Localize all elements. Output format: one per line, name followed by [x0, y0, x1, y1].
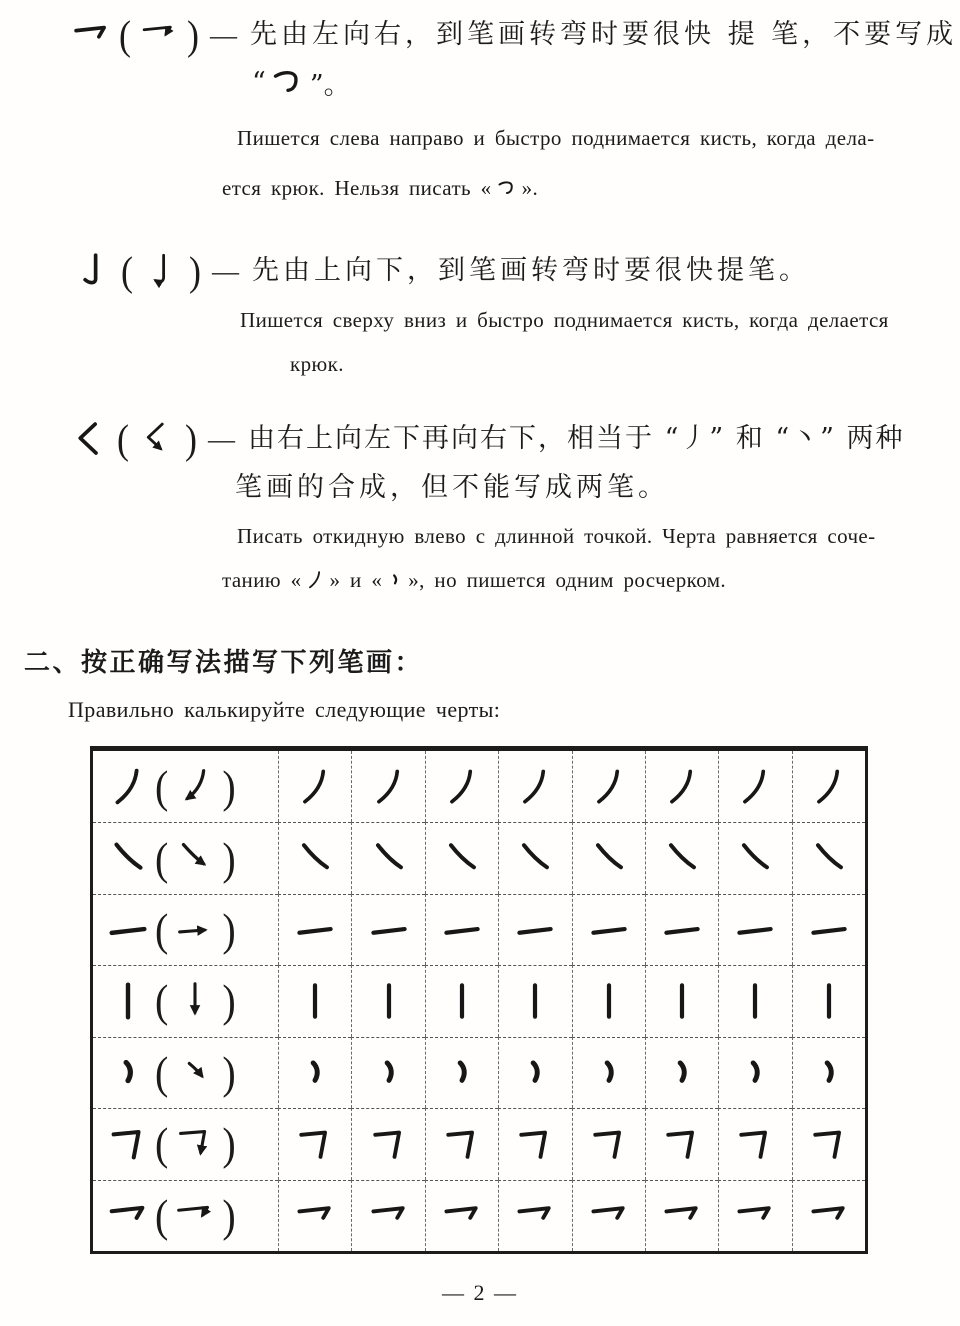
shu-stroke-icon: [440, 979, 484, 1023]
heng-stroke-icon: [807, 908, 851, 952]
practice-cell-na: [645, 822, 718, 893]
practice-cell-na: [572, 822, 645, 893]
shu-arrow-stroke-icon: [172, 978, 218, 1024]
entry-shugou-header: [72, 250, 810, 292]
entry-shugou-russian-line2: крюк.: [290, 352, 344, 376]
paren-open: (: [117, 416, 129, 462]
heng-stroke-icon: [733, 908, 777, 952]
practice-cell-shu: [425, 965, 498, 1036]
dian-stroke-icon: [807, 1051, 851, 1095]
na-arrow-stroke-icon: [172, 836, 218, 882]
shu-stroke-icon: [660, 979, 704, 1023]
heng-stroke-icon: [367, 908, 411, 952]
heng-arrow-stroke-icon: [172, 907, 218, 953]
na-stroke-icon: [367, 837, 411, 881]
practice-cell-shu: [351, 965, 424, 1036]
russian-text: ».: [521, 176, 539, 200]
entry-henggou-russian-line2: [222, 174, 538, 202]
practice-cell-henggou: [645, 1180, 718, 1251]
piedian-arrow-stroke-icon: [136, 418, 178, 460]
paren-open: (: [155, 903, 169, 956]
henggou-stroke-icon: [70, 14, 112, 56]
dian-stroke-icon: [367, 1051, 411, 1095]
shugou-arrow-stroke-icon: [140, 250, 182, 292]
section-heading-russian: Правильно калькируйте следующие черты:: [68, 697, 501, 722]
henggou-stroke-icon: [293, 1194, 337, 1238]
paren-open: (: [155, 1117, 169, 1170]
practice-cell-na: [792, 822, 865, 893]
shu-stroke-icon: [807, 979, 851, 1023]
paren-open: (: [121, 248, 133, 294]
dian-stroke-icon: [587, 1051, 631, 1095]
model-cell-henggou: [93, 1180, 278, 1251]
practice-cell-dian: [425, 1037, 498, 1108]
dash-separator: —: [208, 423, 235, 454]
practice-cell-henggou: [425, 1180, 498, 1251]
practice-cell-na: [498, 822, 571, 893]
entry-piedian-chinese-line2: 笔画的合成，但不能写成两笔。: [235, 472, 669, 503]
shu-stroke-icon: [733, 979, 777, 1023]
practice-cell-pie: [645, 751, 718, 822]
na-stroke-icon: [105, 836, 151, 882]
shu-stroke-icon: [105, 978, 151, 1024]
entry-henggou-chinese-line2: [252, 62, 351, 102]
dian-stroke-icon: [105, 1050, 151, 1096]
paren-close: ): [222, 760, 236, 813]
heng-stroke-icon: [660, 908, 704, 952]
practice-cell-dian: [718, 1037, 791, 1108]
hengzhe-stroke-icon: [440, 1122, 484, 1166]
dian-stroke-icon: [440, 1051, 484, 1095]
practice-cell-shu: [792, 965, 865, 1036]
dian-stroke-icon: [513, 1051, 557, 1095]
entry-henggou-header: [70, 12, 958, 59]
practice-cell-heng: [498, 894, 571, 965]
heng-stroke-icon: [440, 908, 484, 952]
russian-text: ется крюк. Нельзя писать «: [222, 176, 492, 200]
paren-close: ): [185, 416, 197, 462]
practice-cell-hengzhe: [718, 1108, 791, 1179]
na-stroke-icon: [293, 837, 337, 881]
na-stroke-icon: [733, 837, 777, 881]
henggou-stroke-icon: [105, 1193, 151, 1239]
pie-stroke-icon: [660, 765, 704, 809]
na-stroke-icon: [660, 837, 704, 881]
paren-open: (: [155, 832, 169, 884]
practice-cell-hengzhe: [792, 1108, 865, 1179]
pie-stroke-icon: [733, 765, 777, 809]
heng-stroke-icon: [587, 908, 631, 952]
practice-cell-pie: [792, 751, 865, 822]
practice-cell-heng: [718, 894, 791, 965]
paren-close: ): [222, 975, 236, 1027]
hengzhe-stroke-icon: [587, 1122, 631, 1166]
russian-text: », но пишется одним росчерком.: [408, 568, 727, 592]
pie-stroke-icon: [513, 765, 557, 809]
paren-open: (: [155, 1046, 169, 1099]
pie-arrow-stroke-icon: [172, 764, 218, 810]
shu-stroke-icon: [293, 979, 337, 1023]
shu-stroke-icon: [513, 979, 557, 1023]
practice-cell-shu: [278, 965, 351, 1036]
practice-cell-shu: [572, 965, 645, 1036]
shu-stroke-icon: [587, 979, 631, 1023]
entry-shugou-russian-line1: Пишется сверху вниз и быстро поднимается кисть, когда делается: [240, 308, 889, 332]
dian-stroke-icon: [733, 1051, 777, 1095]
paren-open: (: [155, 975, 169, 1027]
henggou-stroke-icon: [587, 1194, 631, 1238]
dian-arrow-stroke-icon: [172, 1050, 218, 1096]
practice-cell-pie: [498, 751, 571, 822]
pie-stroke-icon: [440, 765, 484, 809]
entry-piedian-chinese-line1: 由右上向左下再向右下，相当于 “丿” 和 “丶” 两种: [248, 423, 905, 454]
model-cell-pie: [93, 751, 278, 822]
heng-stroke-icon: [293, 908, 337, 952]
model-cell-heng: [93, 894, 278, 965]
practice-cell-na: [718, 822, 791, 893]
pie-stroke-icon: [587, 765, 631, 809]
pie-stroke-icon: [105, 764, 151, 810]
practice-cell-pie: [718, 751, 791, 822]
hengzhe-arrow-stroke-icon: [172, 1121, 218, 1167]
entry-henggou-chinese-line1: 先由左向右，到笔画转弯时要很快 提 笔，不要写成: [250, 19, 958, 50]
henggou-stroke-icon: [513, 1194, 557, 1238]
practice-cell-hengzhe: [278, 1108, 351, 1179]
hengzhe-stroke-icon: [733, 1122, 777, 1166]
practice-cell-shu: [645, 965, 718, 1036]
practice-cell-pie: [278, 751, 351, 822]
pie-stroke-icon: [293, 765, 337, 809]
dian-stroke-icon-small: [385, 570, 405, 590]
henggou-stroke-icon: [660, 1194, 704, 1238]
model-cell-shu: [93, 965, 278, 1036]
practice-cell-henggou: [498, 1180, 571, 1251]
paren-open: (: [119, 12, 131, 59]
page-number: — 2 —: [442, 1280, 518, 1305]
practice-cell-hengzhe: [645, 1108, 718, 1179]
practice-cell-henggou: [792, 1180, 865, 1251]
practice-cell-pie: [572, 751, 645, 822]
piedian-stroke-icon: [68, 418, 110, 460]
shu-stroke-icon: [367, 979, 411, 1023]
na-stroke-icon: [587, 837, 631, 881]
practice-cell-shu: [718, 965, 791, 1036]
practice-cell-heng: [792, 894, 865, 965]
practice-cell-dian: [792, 1037, 865, 1108]
russian-text: танию «: [222, 568, 302, 592]
hengzhe-stroke-icon: [367, 1122, 411, 1166]
wangou-curved-stroke-icon: [268, 62, 308, 102]
paren-close: ): [222, 1189, 236, 1242]
practice-cell-shu: [498, 965, 571, 1036]
henggou-stroke-icon: [440, 1194, 484, 1238]
open-quote: “: [252, 66, 266, 98]
practice-cell-hengzhe: [425, 1108, 498, 1179]
henggou-arrow-stroke-icon: [172, 1193, 218, 1239]
dash-separator: —: [212, 255, 239, 286]
practice-cell-hengzhe: [351, 1108, 424, 1179]
entry-shugou-chinese-line1: 先由上向下，到笔画转弯时要很快提笔。: [252, 255, 810, 286]
paren-close: ): [222, 832, 236, 884]
hengzhe-stroke-icon: [660, 1122, 704, 1166]
paren-close: ): [187, 12, 199, 59]
hengzhe-stroke-icon: [293, 1122, 337, 1166]
wangou-curved-stroke-icon-small: [495, 176, 519, 200]
paren-open: (: [155, 760, 169, 813]
russian-text: » и «: [329, 568, 383, 592]
practice-cell-henggou: [718, 1180, 791, 1251]
dian-stroke-icon: [660, 1051, 704, 1095]
henggou-stroke-icon: [807, 1194, 851, 1238]
henggou-stroke-icon: [367, 1194, 411, 1238]
practice-cell-dian: [351, 1037, 424, 1108]
hengzhe-stroke-icon: [105, 1121, 151, 1167]
practice-cell-pie: [425, 751, 498, 822]
model-cell-na: [93, 822, 278, 893]
practice-cell-henggou: [351, 1180, 424, 1251]
close-quote-period: ”。: [309, 69, 351, 101]
practice-cell-heng: [425, 894, 498, 965]
entry-piedian-russian-line2: [222, 566, 726, 594]
pie-stroke-icon: [367, 765, 411, 809]
paren-close: ): [222, 1046, 236, 1099]
pie-stroke-icon: [807, 765, 851, 809]
section-heading-chinese: 二、按正确写法描写下列笔画：: [24, 648, 424, 678]
practice-cell-dian: [278, 1037, 351, 1108]
dash-separator: —: [210, 19, 237, 50]
practice-cell-na: [425, 822, 498, 893]
practice-cell-heng: [572, 894, 645, 965]
shugou-stroke-icon: [72, 250, 114, 292]
entry-henggou-russian-line1: Пишется слева направо и быстро поднимается кисть, когда дела-: [237, 126, 875, 150]
dian-stroke-icon: [293, 1051, 337, 1095]
entry-piedian-header: [68, 418, 905, 460]
practice-cell-heng: [278, 894, 351, 965]
practice-cell-dian: [645, 1037, 718, 1108]
practice-cell-heng: [645, 894, 718, 965]
practice-cell-henggou: [278, 1180, 351, 1251]
henggou-arrow-stroke-icon: [138, 14, 180, 56]
practice-cell-dian: [572, 1037, 645, 1108]
stroke-practice-table: [90, 746, 868, 1254]
practice-cell-hengzhe: [572, 1108, 645, 1179]
henggou-stroke-icon: [733, 1194, 777, 1238]
paren-close: ): [222, 1117, 236, 1170]
practice-cell-henggou: [572, 1180, 645, 1251]
paren-open: (: [155, 1189, 169, 1242]
practice-cell-na: [278, 822, 351, 893]
entry-piedian-russian-line1: Писать откидную влево с длинной точкой. Черта равняется соче-: [237, 524, 876, 548]
practice-cell-heng: [351, 894, 424, 965]
pie-stroke-icon-small: [304, 569, 326, 591]
heng-stroke-icon: [105, 907, 151, 953]
na-stroke-icon: [513, 837, 557, 881]
hengzhe-stroke-icon: [807, 1122, 851, 1166]
na-stroke-icon: [440, 837, 484, 881]
practice-cell-na: [351, 822, 424, 893]
hengzhe-stroke-icon: [513, 1122, 557, 1166]
practice-cell-hengzhe: [498, 1108, 571, 1179]
practice-cell-pie: [351, 751, 424, 822]
model-cell-hengzhe: [93, 1108, 278, 1179]
model-cell-dian: [93, 1037, 278, 1108]
paren-close: ): [222, 903, 236, 956]
heng-stroke-icon: [513, 908, 557, 952]
paren-close: ): [189, 248, 201, 294]
practice-cell-dian: [498, 1037, 571, 1108]
na-stroke-icon: [807, 837, 851, 881]
